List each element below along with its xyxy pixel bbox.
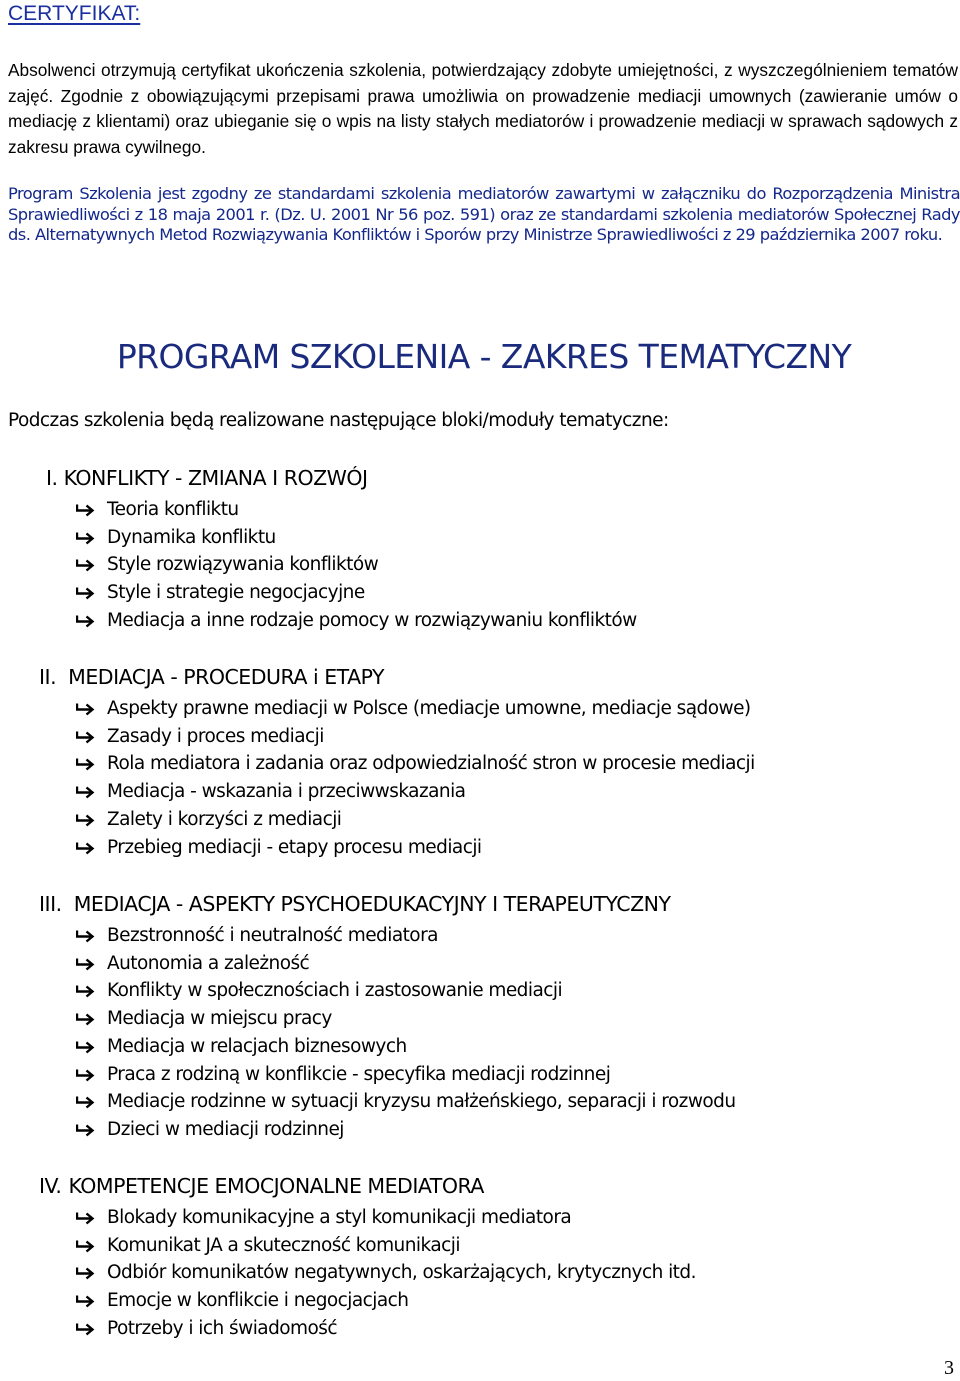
topic-item	[76, 1204, 696, 1232]
arrow-right-curved-icon	[76, 585, 96, 601]
topic-item	[76, 496, 637, 524]
arrow-right-curved-icon	[76, 701, 96, 717]
topic-text: Mediacja w relacjach biznesowych	[107, 1035, 407, 1057]
topic-item	[76, 524, 637, 552]
module-number: III.	[39, 892, 62, 916]
arrow-right-curved-icon	[76, 1210, 96, 1226]
arrow-right-curved-icon	[76, 557, 96, 573]
arrow-right-curved-icon	[76, 1094, 96, 1110]
topic-item	[76, 551, 637, 579]
module-number: I.	[46, 466, 58, 490]
topic-item	[76, 579, 637, 607]
topic-text: Komunikat JA a skuteczność komunikacji	[107, 1234, 460, 1256]
topic-text: Mediacja w miejscu pracy	[107, 1008, 332, 1030]
topic-item	[76, 806, 755, 834]
topic-text: Emocje w konflikcie i negocjacjach	[107, 1290, 409, 1312]
topic-text: Konflikty w społecznościach i zastosowanie mediacji	[107, 980, 563, 1002]
arrow-right-curved-icon	[76, 812, 96, 828]
certificate-paragraph: Absolwenci otrzymują certyfikat ukończenia szkolenia, potwierdzający zdobyte umiejętności, z wyszczególnieniem tematów zajęć. Zgodnie z obowiązującymi przepisami prawa umożliwia on prowadzenie mediacji umownych (zawieranie umów o mediację z klientami) oraz ubieganie się o wpis na listy stałych mediatorów i prowadzenie mediacji w sprawach sądowych z zakresu prawa cywilnego.	[8, 60, 958, 158]
module-topic-list	[76, 922, 736, 1144]
topic-item	[76, 1259, 696, 1287]
topic-item	[76, 695, 755, 723]
arrow-right-curved-icon	[76, 756, 96, 772]
topic-item	[76, 950, 736, 978]
module-title: KONFLIKTY - ZMIANA I ROZWÓJ	[63, 466, 368, 490]
arrow-right-curved-icon	[76, 1039, 96, 1055]
topic-text: Dynamika konfliktu	[107, 526, 276, 548]
topic-text: Przebieg mediacji - etapy procesu mediacji	[107, 836, 482, 858]
topic-text: Style i strategie negocjacyjne	[107, 582, 365, 604]
arrow-right-curved-icon	[76, 502, 96, 518]
topic-text: Autonomia a zależność	[107, 952, 310, 974]
program-title: PROGRAM SZKOLENIA - ZAKRES TEMATYCZNY	[116, 337, 852, 376]
topic-text: Mediacja - wskazania i przeciwwskazania	[107, 781, 466, 803]
module-title: MEDIACJA - ASPEKTY PSYCHOEDUKACYJNY I TERAPEUTYCZNY	[73, 892, 671, 916]
topic-item	[76, 1287, 696, 1315]
arrow-right-curved-icon	[76, 840, 96, 856]
arrow-right-curved-icon	[76, 784, 96, 800]
arrow-right-curved-icon	[76, 956, 96, 972]
certificate-heading: CERTYFIKAT:	[8, 2, 141, 25]
topic-item	[76, 778, 755, 806]
topic-item	[76, 750, 755, 778]
module-number: II.	[39, 665, 57, 689]
topic-item	[76, 1315, 696, 1343]
arrow-right-curved-icon	[76, 1067, 96, 1083]
arrow-right-curved-icon	[76, 613, 96, 629]
topic-item	[76, 922, 736, 950]
topic-text: Bezstronność i neutralność mediatora	[107, 925, 438, 946]
page-number: 3	[944, 1357, 954, 1379]
topic-item	[76, 977, 736, 1005]
topic-text: Style rozwiązywania konfliktów	[107, 554, 379, 576]
topic-text: Zalety i korzyści z mediacji	[107, 808, 342, 830]
arrow-right-curved-icon	[76, 928, 96, 944]
topic-text: Dzieci w mediacji rodzinnej	[107, 1118, 344, 1140]
topic-text: Zasady i proces mediacji	[107, 725, 324, 747]
module-heading	[39, 892, 671, 916]
arrow-right-curved-icon	[76, 530, 96, 546]
module-heading	[39, 665, 384, 689]
topic-item	[76, 1033, 736, 1061]
topic-item	[76, 1088, 736, 1116]
topic-text: Praca z rodziną w konflikcie - specyfika mediacji rodzinnej	[107, 1063, 611, 1085]
arrow-right-curved-icon	[76, 1011, 96, 1027]
arrow-right-curved-icon	[76, 729, 96, 745]
module-topic-list	[76, 695, 755, 861]
topic-item	[76, 1232, 696, 1260]
module-title: KOMPETENCJE EMOCJONALNE MEDIATORA	[68, 1174, 484, 1198]
topic-text: Blokady komunikacyjne a styl komunikacji mediatora	[107, 1207, 572, 1228]
topic-text: Odbiór komunikatów negatywnych, oskarżających, krytycznych itd.	[107, 1262, 696, 1284]
topic-item	[76, 1005, 736, 1033]
topic-item	[76, 1116, 736, 1144]
topic-item	[76, 723, 755, 751]
topic-text: Aspekty prawne mediacji w Polsce (mediacje umowne, mediacje sądowe)	[107, 698, 751, 719]
topic-text: Teoria konfliktu	[107, 499, 239, 520]
program-intro: Podczas szkolenia będą realizowane następujące bloki/moduły tematyczne:	[8, 410, 669, 431]
topic-text: Mediacje rodzinne w sytuacji kryzysu małżeńskiego, separacji i rozwodu	[107, 1091, 736, 1113]
arrow-right-curved-icon	[76, 1321, 96, 1337]
module-number: IV.	[39, 1174, 62, 1198]
module-topic-list	[76, 1204, 696, 1343]
arrow-right-curved-icon	[76, 1293, 96, 1309]
module-topic-list	[76, 496, 637, 635]
topic-item	[76, 607, 637, 635]
arrow-right-curved-icon	[76, 1265, 96, 1281]
topic-item	[76, 1061, 736, 1089]
arrow-right-curved-icon	[76, 983, 96, 999]
program-standards-note: Program Szkolenia jest zgodny ze standardami szkolenia mediatorów zawartymi w załączniku do Rozporządzenia Ministra Sprawiedliwości z 18 maja 2001 r. (Dz. U. 2001 Nr 56 poz. 591) oraz ze standardami szkolenia mediatorów Społecznej Rady ds. Alternatywnych Metod Rozwiązywania Konfliktów i Sporów przy Ministrze Sprawiedliwości z 29 października 2007 roku.	[8, 184, 960, 244]
module-title: MEDIACJA - PROCEDURA i ETAPY	[68, 665, 385, 689]
topic-text: Rola mediatora i zadania oraz odpowiedzialność stron w procesie mediacji	[107, 753, 755, 775]
topic-item	[76, 834, 755, 862]
module-heading	[46, 466, 368, 490]
arrow-right-curved-icon	[76, 1122, 96, 1138]
topic-text: Mediacja a inne rodzaje pomocy w rozwiązywaniu konfliktów	[107, 609, 637, 631]
module-heading	[39, 1174, 484, 1198]
arrow-right-curved-icon	[76, 1238, 96, 1254]
topic-text: Potrzeby i ich świadomość	[107, 1317, 337, 1339]
